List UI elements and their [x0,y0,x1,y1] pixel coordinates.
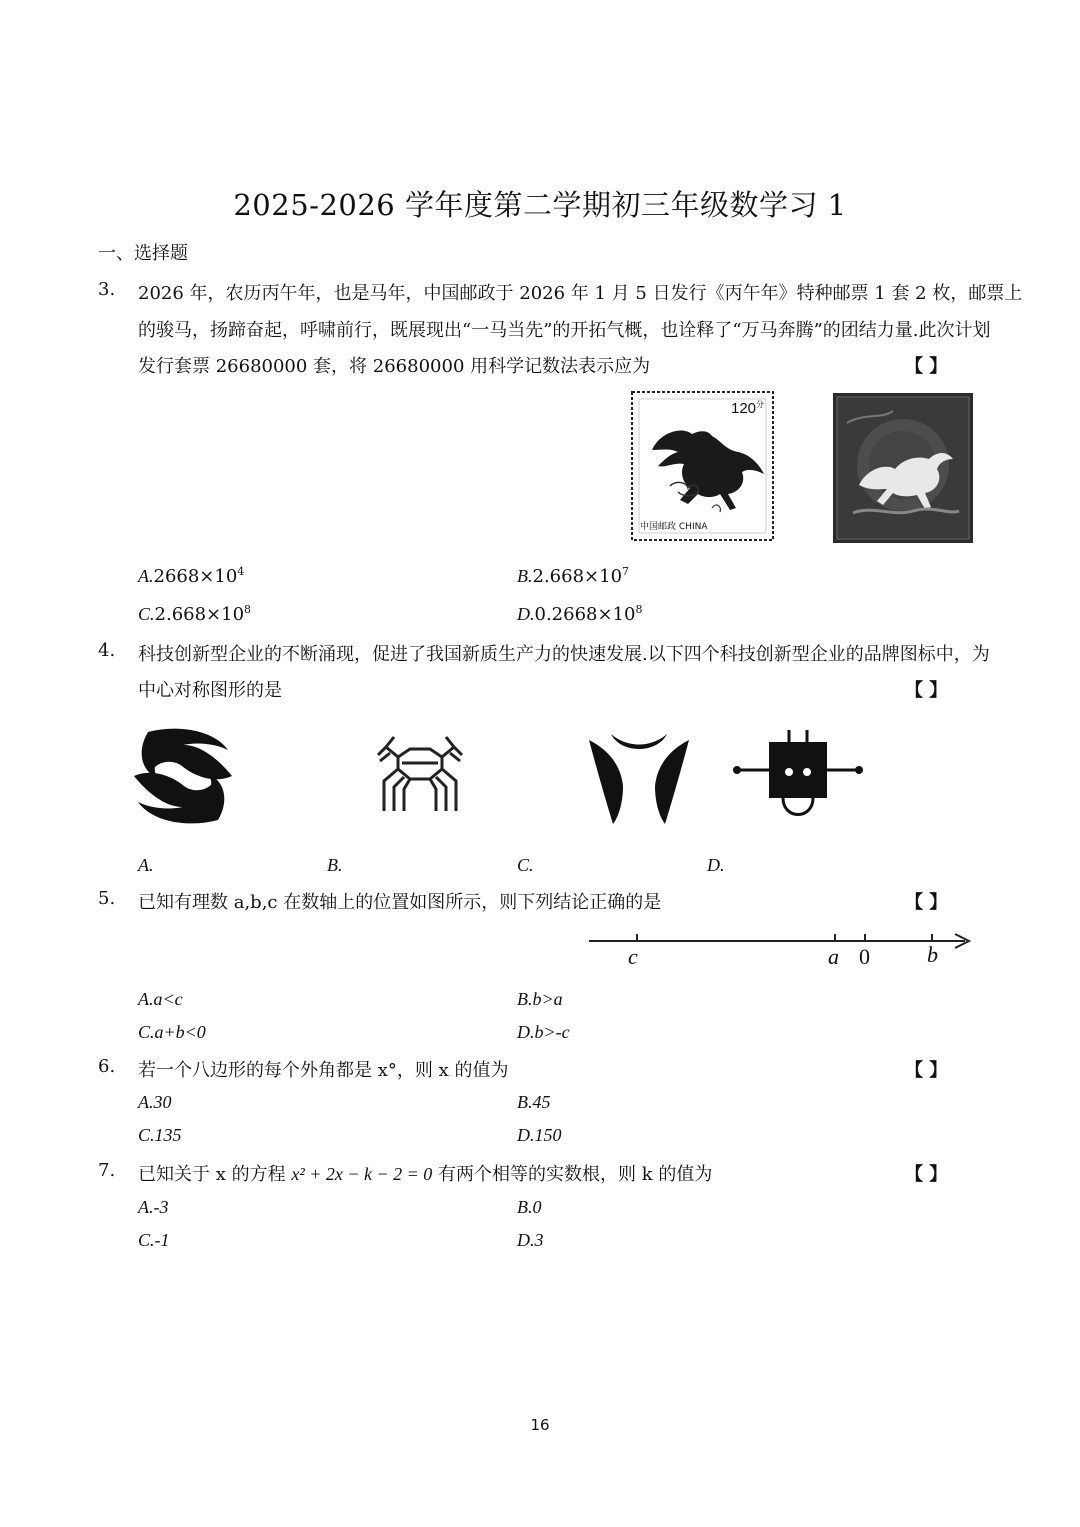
q7-option-b: B.0 [517,1197,542,1217]
q5-text: 已知有理数 a,b,c 在数轴上的位置如图所示，则下列结论正确的是 [138,892,662,913]
stamp-caption: 中国邮政 CHINA [640,522,708,532]
q3-line1: 2026 年，农历丙午年，也是马年，中国邮政于 2026 年 1 月 5 日发行《丙午年》特种邮票 1 套 2 枚，邮票上 [138,283,1023,304]
q3-option-d: $D.0.2668\times 10^8$ [517,603,643,625]
q6-number: 6. [98,1056,116,1077]
q3-line2: 的骏马，扬蹄奋起，呼啸前行，既展现出“一马当先”的开拓气概，也诠释了“万马奔腾”的团结力量.此次计划 [138,320,991,341]
q3-line3: 发行套票 26680000 套，将 26680000 用科学记数法表示应为 [138,356,651,377]
q6-option-b: B.45 [517,1092,551,1112]
q5-option-b: B.b>a [517,989,563,1009]
q6-option-d: D.150 [517,1125,562,1145]
q4-line1: 科技创新型企业的不断涌现，促进了我国新质生产力的快速发展.以下四个科技创新型企业的品牌图标中，为 [138,644,990,665]
logo-b-crab-icon [368,727,472,819]
q3-option-c: $C.2.668\times 10^8$ [138,603,252,625]
q5-number: 5. [98,888,116,909]
q7-option-a: A.-3 [138,1197,169,1217]
q5-answer-bracket: 【 】 [905,892,948,913]
logo-c-arc-icon [583,728,695,828]
q4-option-a-label: A. [138,855,154,875]
logo-d-robot-icon [733,728,863,820]
q6-text: 若一个八边形的每个外角都是 x°，则 x 的值为 [138,1060,509,1081]
q7-number: 7. [98,1160,116,1181]
number-line-figure [585,925,975,975]
q7-option-c: C.-1 [138,1230,170,1250]
q4-option-c-label: C. [517,855,534,875]
q4-number: 4. [98,640,116,661]
q3-number: 3. [98,279,116,300]
page-title: 2025-2026 学年度第二学期初三年级数学习 1 [233,188,847,222]
logo-a-swirl-icon [128,724,238,828]
q7-answer-bracket: 【 】 [905,1164,948,1185]
q4-answer-bracket: 【 】 [905,680,948,701]
q4-option-d-label: D. [707,855,725,875]
stamp-value: $120^分$ [731,400,765,417]
q7-text: 已知关于 x 的方程 x² + 2x − k − 2 = 0 有两个相等的实数根，则 k 的值为 [138,1164,713,1185]
q5-option-c: C.a+b<0 [138,1022,206,1042]
q6-option-c: C.135 [138,1125,182,1145]
q4-line2: 中心对称图形的是 [138,680,282,701]
page-number: 16 [530,1416,550,1434]
q5-option-a: A.a<c [138,989,183,1009]
q3-answer-bracket: 【 】 [905,356,948,377]
q5-option-d: D.b>-c [517,1022,570,1042]
q7-option-d: D.3 [517,1230,544,1250]
axis-label-b: b [927,942,938,967]
q4-option-b-label: B. [327,855,343,875]
horse-stamp-image-2 [833,393,973,543]
axis-label-a: a [828,944,839,969]
section-heading: 一、选择题 [98,243,188,264]
axis-label-0: 0 [859,944,870,969]
q6-answer-bracket: 【 】 [905,1060,948,1081]
axis-label-c: c [628,944,638,969]
q7-equation: x² + 2x − k − 2 = 0 [291,1164,433,1184]
q3-option-b: $B.2.668\times 10^7$ [517,565,630,587]
q6-option-a: A.30 [138,1092,172,1112]
q3-option-a: $A.2668\times 10^4$ [138,565,245,587]
